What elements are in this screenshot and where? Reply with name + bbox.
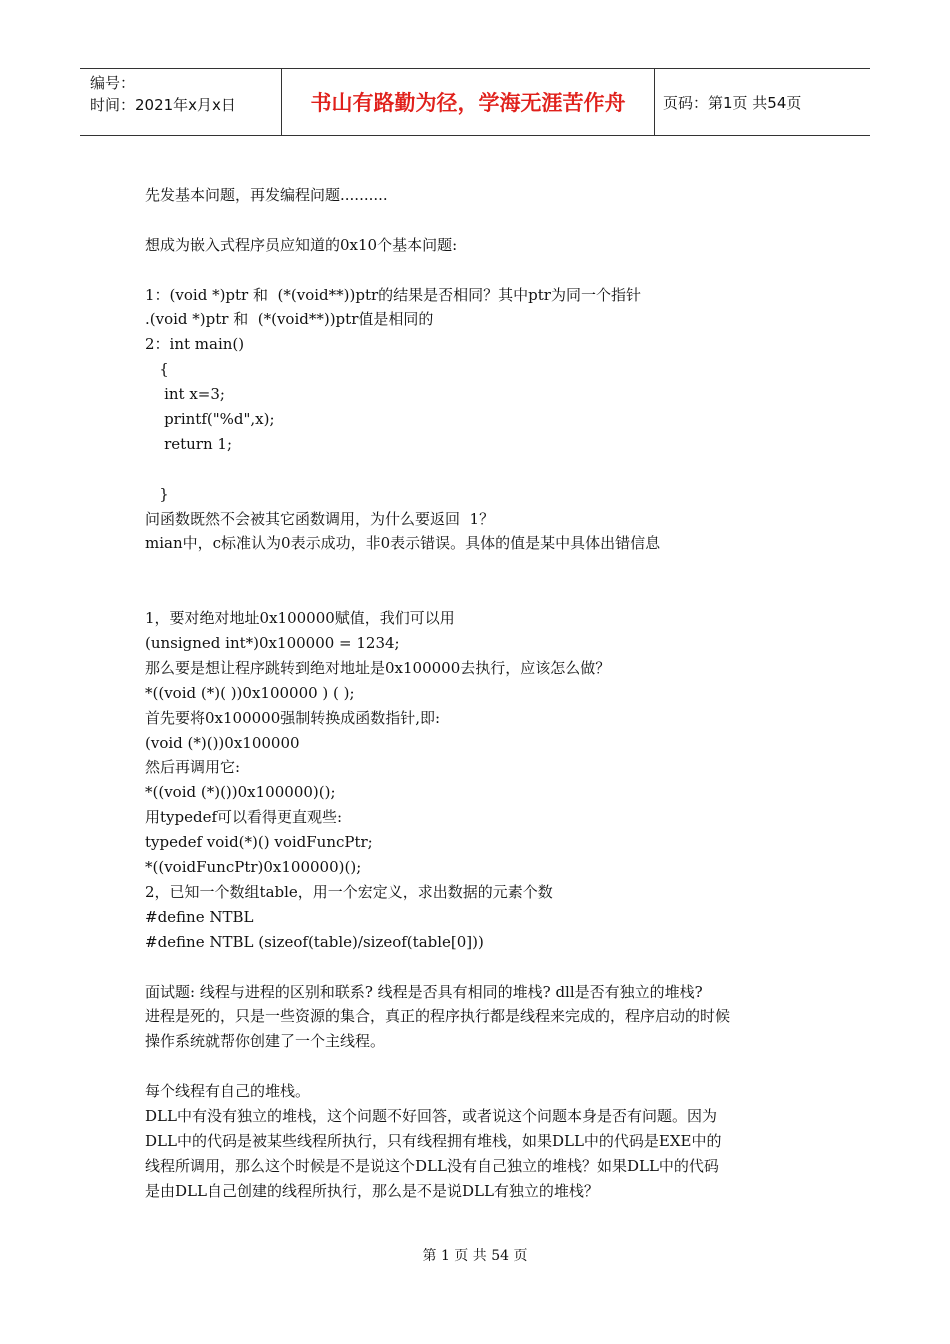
text-line: 用typedef可以看得更直观些: xyxy=(145,808,343,827)
text-line: return 1; xyxy=(145,434,233,453)
page-footer: 第 1 页 共 54 页 xyxy=(422,1248,528,1264)
text-line: 每个线程有自己的堆栈。 xyxy=(145,1082,311,1101)
text-line: DLL中的代码是被某些线程所执行，只有线程拥有堆栈，如果DLL中的代码是EXE中的 xyxy=(145,1131,722,1150)
text-line: 2：int main() xyxy=(145,335,245,354)
text-line: 线程所调用，那么这个时候是不是说这个DLL没有自己独立的堆栈？如果DLL中的代码 xyxy=(145,1156,719,1175)
header-page-cell xyxy=(655,69,870,135)
text-line: 先发基本问题，再发编程问题.......... xyxy=(145,186,388,204)
text-line: .(void *)ptr 和 (*(void**))ptr值是相同的 xyxy=(145,310,434,329)
text-line: 问函数既然不会被其它函数调用，为什么要返回 1？ xyxy=(145,509,495,528)
text-line: printf("%d",x); xyxy=(145,410,275,429)
text-line: 操作系统就帮你创建了一个主线程。 xyxy=(145,1032,386,1051)
document-body xyxy=(145,183,810,1204)
text-line: (unsigned int*)0x100000 = 1234; xyxy=(145,634,400,653)
text-line: 面试题: 线程与进程的区别和联系? 线程是否具有相同的堆栈? dll是否有独立的堆栈? xyxy=(145,982,703,1001)
text-line: (void (*)())0x100000 xyxy=(145,733,300,752)
text-line xyxy=(145,258,810,283)
text-line xyxy=(145,955,810,980)
text-line: } xyxy=(145,484,169,503)
text-line: 1：(void *)ptr 和 (*(void**))ptr的结果是否相同？其中ptr为同一个指针 xyxy=(145,285,641,304)
motto-text: 书山有路勤为径，学海无涯苦作舟 xyxy=(310,91,626,115)
text-line: 首先要将0x100000强制转换成函数指针,即: xyxy=(145,708,441,727)
header-meta xyxy=(80,69,281,135)
text-line: 2，已知一个数组table，用一个宏定义，求出数据的元素个数 xyxy=(145,882,553,901)
text-line: mian中，c标准认为0表示成功，非0表示错误。具体的值是某中具体出错信息 xyxy=(145,534,661,553)
text-line: #define NTBL xyxy=(145,907,254,926)
text-line: #define NTBL (sizeof(table)/sizeof(table[0])) xyxy=(145,932,484,951)
header-motto-cell xyxy=(281,69,655,135)
text-line xyxy=(145,581,810,606)
text-line: *((void (*)())0x100000)(); xyxy=(145,783,336,802)
page-label: 页码：第1页 共54页 xyxy=(663,93,802,112)
text-line: 想成为嵌入式程序员应知道的0x10个基本问题: xyxy=(145,235,458,254)
text-line: typedef void(*)() voidFuncPtr; xyxy=(145,833,373,852)
text-line xyxy=(145,1054,810,1079)
text-line xyxy=(145,208,810,233)
text-line xyxy=(145,556,810,581)
text-line: 1，要对绝对地址0x100000赋值，我们可以用 xyxy=(145,609,455,628)
text-line: int x=3; xyxy=(145,385,225,404)
text-line: *((voidFuncPtr)0x100000)(); xyxy=(145,858,362,877)
text-line: 然后再调用它: xyxy=(145,758,241,777)
text-line: 那么要是想让程序跳转到绝对地址是0x100000去执行，应该怎么做？ xyxy=(145,658,611,677)
text-line: { xyxy=(145,360,169,379)
number-label: 编号： xyxy=(90,74,136,92)
text-line: 进程是死的，只是一些资源的集合，真正的程序执行都是线程来完成的，程序启动的时候 xyxy=(145,1007,731,1026)
text-line: *((void (*)( ))0x100000 ) ( ); xyxy=(145,683,355,702)
document-header xyxy=(80,68,870,136)
text-line: 是由DLL自己创建的线程所执行，那么是不是说DLL有独立的堆栈？ xyxy=(145,1181,599,1200)
text-line: DLL中有没有独立的堆栈，这个问题不好回答，或者说这个问题本身是否有问题。因为 xyxy=(145,1106,717,1125)
time-label: 时间：2021年x月x日 xyxy=(90,96,236,114)
text-line xyxy=(145,457,810,482)
